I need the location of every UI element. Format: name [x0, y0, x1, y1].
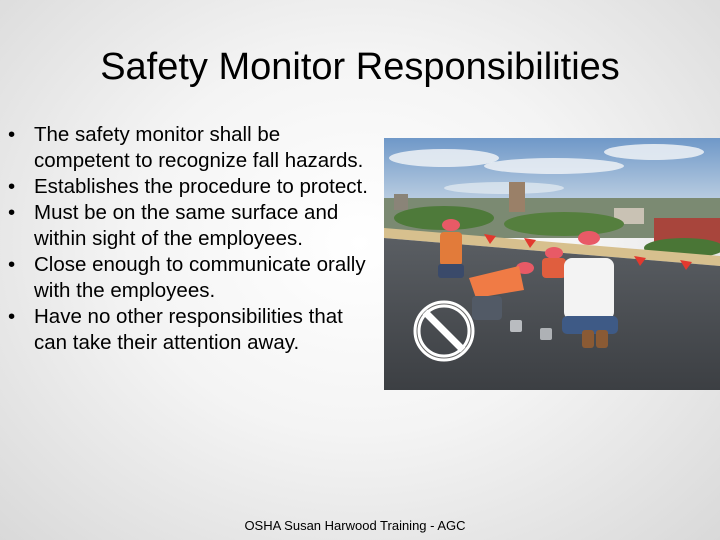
- bullet-item: [8, 122, 368, 174]
- bullet-text: Have no other responsibilities that can take their attention away.: [34, 305, 343, 354]
- slide-footer: OSHA Susan Harwood Training - AGC: [244, 518, 466, 533]
- bullet-list: [8, 122, 368, 356]
- slide-title: Safety Monitor Responsibilities: [100, 46, 620, 88]
- bullet-marker: •: [8, 253, 16, 276]
- bullet-marker: •: [8, 175, 16, 198]
- bullet-text: Establishes the procedure to protect.: [34, 175, 368, 198]
- bullet-item: [8, 174, 368, 200]
- bullet-text: Close enough to communicate orally with the employees.: [34, 253, 366, 302]
- bullet-item: [8, 252, 368, 304]
- bullet-marker: •: [8, 305, 16, 328]
- bullet-text: The safety monitor shall be competent to recognize fall hazards.: [34, 123, 364, 172]
- bullet-item: [8, 304, 368, 356]
- bullet-item: [8, 200, 368, 252]
- bullet-marker: •: [8, 201, 16, 224]
- bullet-text: Must be on the same surface and within sight of the employees.: [34, 201, 339, 250]
- rooftop-workers-photo: [384, 138, 720, 390]
- bullet-marker: •: [8, 123, 16, 146]
